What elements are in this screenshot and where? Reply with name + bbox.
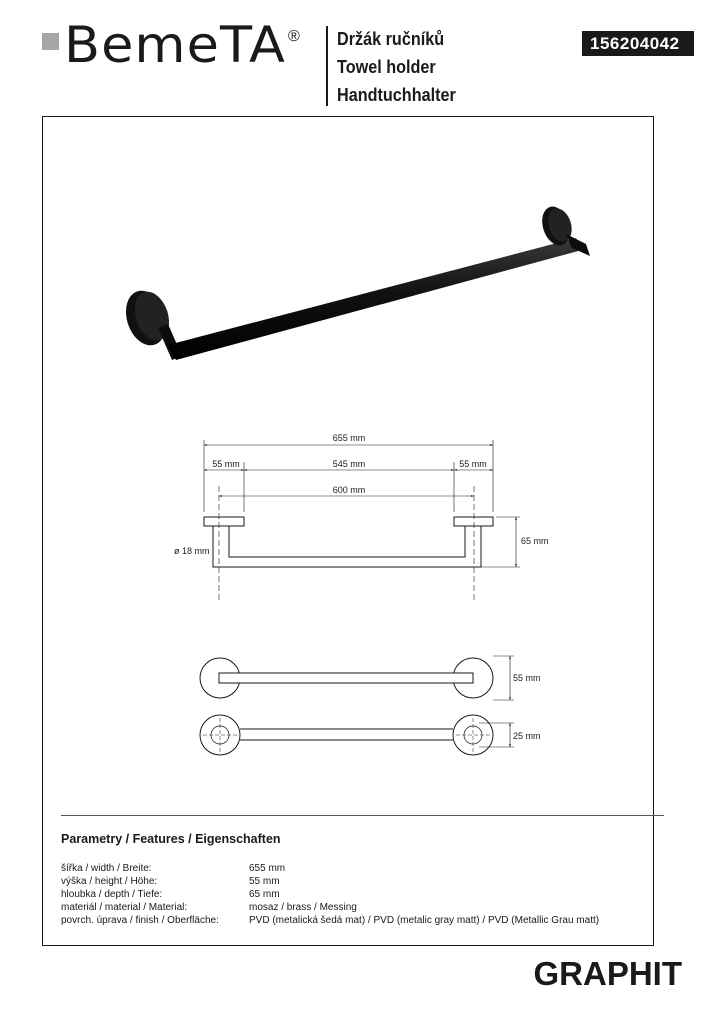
param-value: 65 mm xyxy=(249,889,280,900)
top-view xyxy=(200,656,514,700)
dim-rosette: 55 mm xyxy=(513,673,541,683)
params-title: Parametry / Features / Eigenschaften xyxy=(61,832,281,846)
dim-right-offset: 55 mm xyxy=(459,459,487,469)
dim-middle: 545 mm xyxy=(332,459,366,469)
dim-depth: 65 mm xyxy=(521,536,549,546)
param-row-material xyxy=(61,901,599,914)
param-label: hloubka / depth / Tiefe: xyxy=(61,889,163,900)
param-row-finish xyxy=(61,914,599,927)
product-code-badge: 156204042 xyxy=(582,31,694,56)
dim-diameter: ø 18 mm xyxy=(174,546,210,556)
param-label: šířka / width / Breite: xyxy=(61,863,152,874)
dim-fixing: 25 mm xyxy=(513,731,541,741)
param-label: povrch. úprava / finish / Oberfläche: xyxy=(61,915,219,926)
param-value: mosaz / brass / Messing xyxy=(249,902,357,913)
param-row-depth xyxy=(61,888,599,901)
param-label: výška / height / Höhe: xyxy=(61,876,158,887)
params-table xyxy=(61,862,599,927)
back-view xyxy=(200,715,514,755)
param-row-height xyxy=(61,875,599,888)
dim-spacing: 600 mm xyxy=(332,485,366,495)
param-row-width xyxy=(61,862,599,875)
registered-mark: ® xyxy=(288,28,300,45)
param-value: 55 mm xyxy=(249,876,280,887)
title-cz: Držák ručníků xyxy=(337,29,445,49)
product-render xyxy=(119,203,590,360)
towel-bar xyxy=(168,238,582,360)
dim-left-offset: 55 mm xyxy=(212,459,240,469)
title-de: Handtuchhalter xyxy=(337,85,456,105)
dim-overall: 655 mm xyxy=(332,433,366,443)
brand-logo: BemeTA xyxy=(64,16,286,74)
param-value: 655 mm xyxy=(249,863,286,874)
finish-name: GRAPHIT xyxy=(533,955,682,992)
param-label: materiál / material / Material: xyxy=(61,902,188,913)
title-en: Towel holder xyxy=(337,57,436,77)
param-value: PVD (metalická šedá mat) / PVD (metalic gray matt) / PVD (Metallic Grau matt) xyxy=(249,915,600,926)
params-divider xyxy=(61,815,664,816)
